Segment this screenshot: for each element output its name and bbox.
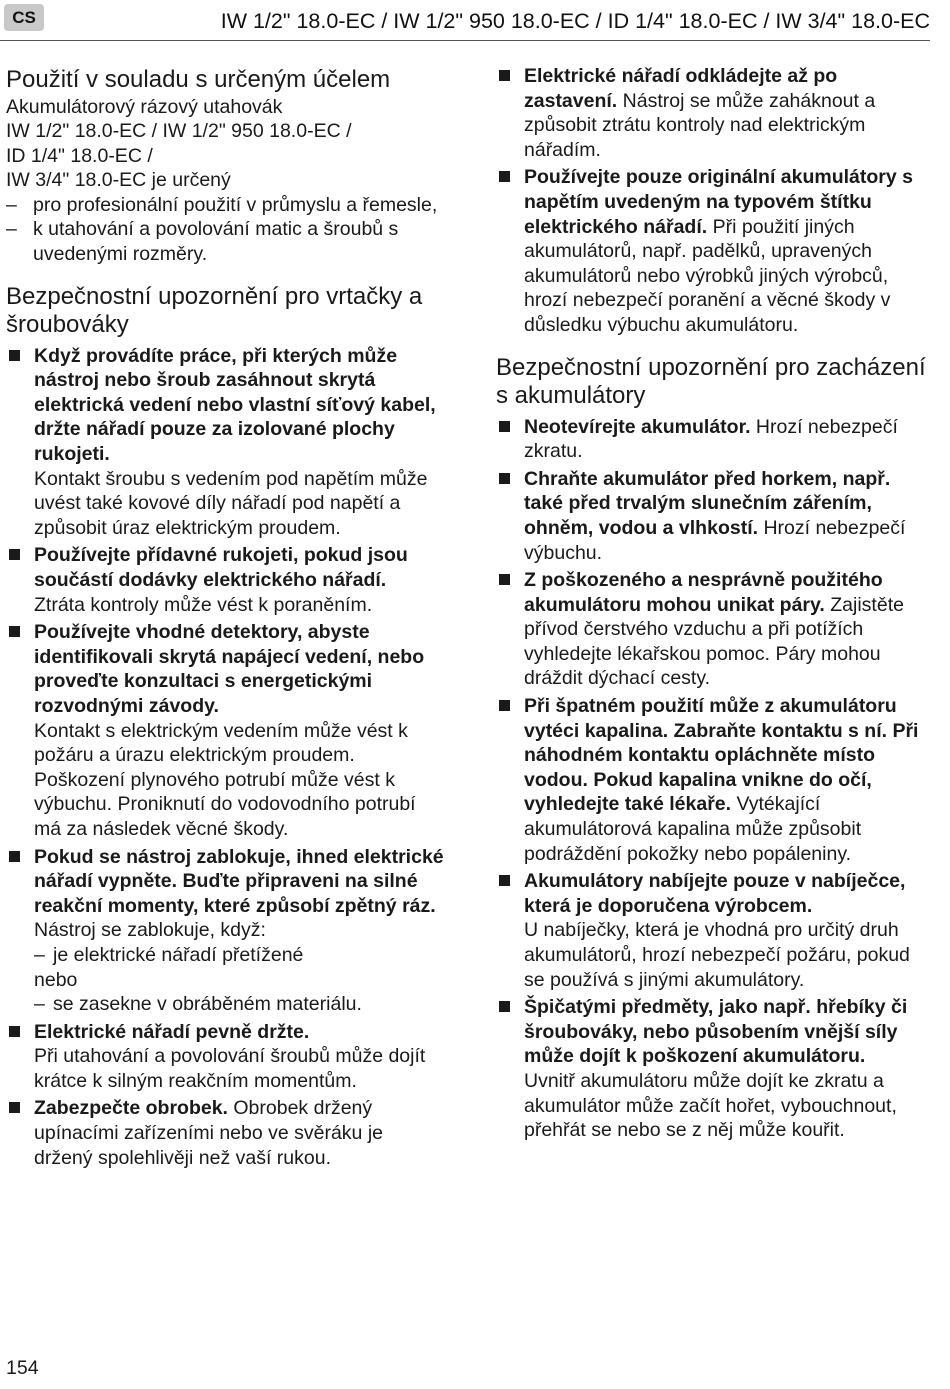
safety-item-bold: Elektrické nářadí pevně držte. [34, 1020, 310, 1043]
document-header-title: IW 1/2" 18.0-EC / IW 1/2" 950 18.0-EC / ID 1/4" 18.0-EC / IW 3/4" 18.0-EC [220, 9, 930, 33]
safety-list-item [496, 694, 931, 866]
sub-dash-item [34, 943, 446, 968]
bullet-square-icon [499, 473, 510, 484]
safety-item-text: Při použití jiných akumulátorů, např. padělků, upravených akumulátorů nebo výrobků jiných výrobců, hrozí nebezpečí poranění a věcné škody v důsledku výbuchu akumulátoru. [524, 215, 891, 336]
safety-item-text: Hrozí nebezpečí zkratu. [524, 415, 898, 463]
safety-item-bold: Používejte vhodné detektory, abyste identifikovali skrytá napájecí vedení, nebo proveďte konzultaci s energetickými rozvodnými závody. [34, 621, 425, 717]
intended-use-dash-item [6, 217, 446, 266]
safety-list-item [496, 568, 931, 691]
intended-use-line: Akumulátorový rázový utahovák [6, 95, 283, 118]
safety-item-bold: Chraňte akumulátor před horkem, např. také před trvalým slunečním zářením, ohněm, vodou a vlhkostí. [524, 467, 891, 539]
safety-item-text: Uvnitř akumulátoru může dojít ke zkratu a akumulátor může začít hořet, vybouchnout, přehřát se nebo se z něj může kouřit. [524, 1069, 897, 1142]
sub-or-text: nebo [34, 968, 78, 991]
safety-list-item [6, 1096, 446, 1170]
safety-item-text: Nástroj se zablokuje, když: [34, 919, 266, 942]
bullet-square-icon [9, 549, 20, 560]
safety-item-bold: Při špatném použití může z akumulátoru vytéci kapalina. Zabraňte kontaktu s ní. Při náhodném kontaktu opláchněte místo vodou. Pokud kapalina vnikne do očí, vyhledejte také lékaře. [524, 695, 919, 816]
safety-item-bold: Neotevírejte akumulátor. [524, 415, 751, 438]
safety-item-bold: Používejte přídavné rukojeti, pokud jsou součástí dodávky elektrického nářadí. [34, 544, 408, 591]
safety-list-item [496, 64, 931, 162]
intended-use-line: IW 1/2" 18.0-EC / IW 1/2" 950 18.0-EC / [6, 120, 352, 143]
safety-item-bold: Z poškozeného a nesprávně použitého akumulátoru mohou unikat páry. [524, 569, 883, 616]
safety-list-item [6, 1020, 446, 1094]
safety-item-bold: Pokud se nástroj zablokuje, ihned elektrické nářadí vypněte. Buďte připraveni na silné reakční momenty, které způsobí zpětný ráz. [34, 845, 444, 917]
dash-item-text: pro profesionální použití v průmyslu a řemesle, [33, 193, 438, 216]
bullet-square-icon [499, 171, 510, 182]
dash-item-text: k utahování a povolování matic a šroubů s uvedenými rozměry. [33, 218, 399, 266]
safety-item-text: Zajistěte přívod čerstvého vzduchu a při potížích vyhledejte lékařskou pomoc. Páry mohou dráždit dýchací cesty. [524, 593, 904, 690]
sub-dash-item [34, 992, 446, 1017]
dash-marker: – [34, 943, 45, 966]
bullet-square-icon [499, 875, 510, 886]
language-badge: CS [4, 4, 44, 31]
dash-marker: – [34, 993, 45, 1016]
safety-item-bold: Špičatými předměty, jako např. hřebíky či šroubováky, nebo působením vnější síly může dojít k poškození akumulátoru. [524, 996, 908, 1068]
dash-marker: – [6, 218, 17, 241]
safety-item-bold: Elektrické nářadí odkládejte až po zastavení. [524, 65, 838, 112]
safety-list-item [6, 543, 446, 617]
intended-use-heading: Použití v souladu s určeným účelem [6, 66, 391, 93]
page-number: 154 [6, 1357, 39, 1379]
safety-list-item [496, 467, 931, 565]
header-rule [0, 40, 930, 41]
safety-item-text: Obrobek držený upínacími zařízeními nebo ve svěráku je držený spolehlivěji než vaší rukou. [34, 1097, 384, 1169]
bullet-square-icon [9, 1026, 20, 1037]
left-column [6, 64, 446, 1170]
safety-item-bold: Akumulátory nabíjejte pouze v nabíječce, která je doporučena výrobcem. [524, 870, 906, 917]
safety-item-text: Kontakt s elektrickým vedením může vést k požáru a úrazu elektrickým proudem. Poškození plynového potrubí může vést k výbuchu. Proniknutí do vodovodního potrubí má za následek věcné škody. [34, 719, 416, 840]
safety-item-text: Nástroj se může zaháknout a způsobit ztrátu kontroly nad elektrickým nářadím. [524, 89, 876, 161]
safety-list-item [496, 869, 931, 992]
safety-list-item [496, 995, 931, 1143]
sub-dash-text: se zasekne v obráběném materiálu. [53, 993, 362, 1016]
right-column [496, 64, 931, 1143]
safety-list-item [6, 845, 446, 1017]
bullet-square-icon [9, 851, 20, 862]
safety-item-text: Ztráta kontroly může vést k poraněním. [34, 593, 373, 616]
bullet-square-icon [499, 574, 510, 585]
bullet-square-icon [499, 1001, 510, 1012]
battery-safety-heading: Bezpečnostní upozornění pro zacházení s akumulátory [496, 353, 926, 410]
intended-use-dash-item [6, 193, 446, 218]
bullet-square-icon [9, 1102, 20, 1113]
drill-safety-heading: Bezpečnostní upozornění pro vrtačky a šroubováky [6, 282, 423, 339]
safety-item-text: Při utahování a povolování šroubů může dojít krátce k silným reakčním momentům. [34, 1045, 426, 1092]
dash-marker: – [6, 193, 17, 216]
bullet-square-icon [9, 350, 20, 361]
intended-use-line: ID 1/4" 18.0-EC / [6, 144, 153, 167]
safety-list-item [496, 415, 931, 464]
bullet-square-icon [499, 70, 510, 81]
safety-item-bold: Když provádíte práce, při kterých může nástroj nebo šroub zasáhnout skrytá elektrická vedení nebo vlastní síťový kabel, držte nářadí pouze za izolované plochy rukojeti. [34, 344, 436, 466]
safety-list-item [6, 620, 446, 841]
safety-list-item [496, 165, 931, 337]
bullet-square-icon [499, 700, 510, 711]
safety-item-text: Kontakt šroubu s vedením pod napětím může uvést také kovové díly nářadí pod napětí a způsobit úraz elektrickým proudem. [34, 467, 428, 539]
safety-list-item [6, 344, 446, 541]
safety-item-text: U nabíječky, která je vhodná pro určitý druh akumulátorů, hrozí nebezpečí požáru, pokud se používá s jinými akumulátory. [524, 919, 910, 991]
safety-item-text: Hrozí nebezpečí výbuchu. [524, 516, 906, 564]
sub-dash-text: je elektrické nářadí přetížené [53, 943, 304, 966]
safety-item-bold: Zabezpečte obrobek. [34, 1097, 228, 1120]
safety-item-text: Vytékající akumulátorová kapalina může způsobit podráždění pokožky nebo popáleniny. [524, 793, 862, 865]
bullet-square-icon [499, 421, 510, 432]
intended-use-line: IW 3/4" 18.0-EC je určený [6, 169, 231, 192]
safety-item-bold: Používejte pouze originální akumulátory s napětím uvedeným na typovém štítku elektrického nářadí. [524, 166, 913, 238]
bullet-square-icon [9, 626, 20, 637]
